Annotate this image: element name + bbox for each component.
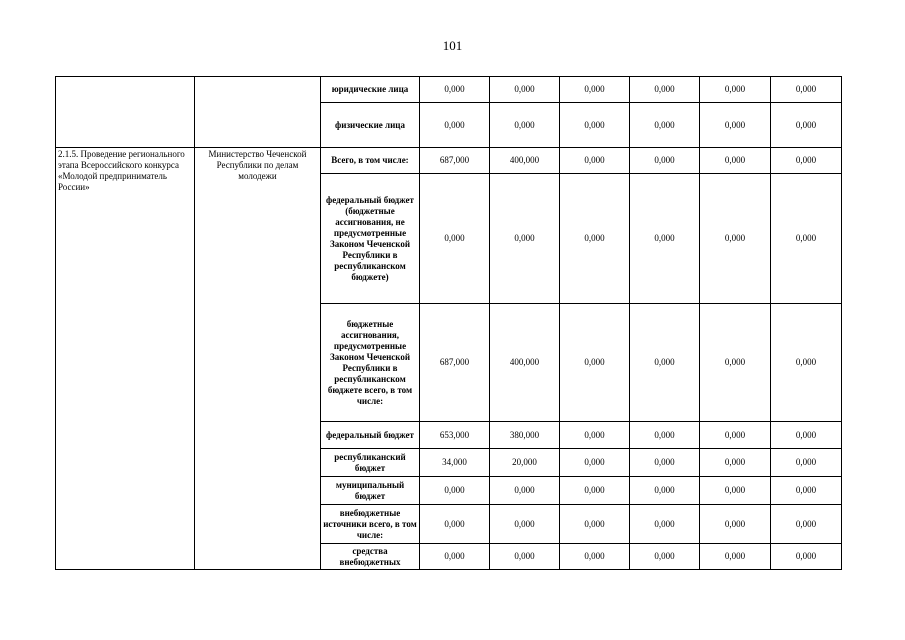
value-cell: 34,000 [420, 449, 490, 477]
table-row [56, 148, 842, 174]
value-cell: 0,000 [700, 77, 771, 103]
value-cell: 0,000 [630, 449, 700, 477]
value-cell: 687,000 [420, 148, 490, 174]
value-cell: 0,000 [490, 505, 560, 544]
funding-source: бюджетные ассигнования, предусмотренные Законом Чеченской Республики в республиканском бюджете всего, в том числе: [321, 304, 420, 422]
value-cell: 0,000 [420, 77, 490, 103]
value-cell: 0,000 [490, 103, 560, 148]
value-cell: 653,000 [420, 422, 490, 449]
funding-source: федеральный бюджет (бюджетные ассигнования, не предусмотренные Законом Чеченской Республики в республиканском бюджете) [321, 174, 420, 304]
value-cell: 0,000 [630, 148, 700, 174]
value-cell: 0,000 [490, 477, 560, 505]
value-cell: 0,000 [630, 304, 700, 422]
value-cell: 0,000 [700, 103, 771, 148]
funding-source: Всего, в том числе: [321, 148, 420, 174]
table-row [56, 77, 842, 103]
value-cell: 0,000 [700, 148, 771, 174]
value-cell: 0,000 [560, 422, 630, 449]
value-cell: 0,000 [560, 148, 630, 174]
value-cell: 0,000 [700, 477, 771, 505]
value-cell: 0,000 [630, 174, 700, 304]
value-cell: 400,000 [490, 304, 560, 422]
value-cell: 0,000 [490, 77, 560, 103]
value-cell: 0,000 [771, 505, 842, 544]
measure-cell-empty [56, 77, 195, 148]
responsible-cell-empty [195, 77, 321, 148]
value-cell: 0,000 [420, 174, 490, 304]
value-cell: 0,000 [560, 449, 630, 477]
value-cell: 0,000 [700, 422, 771, 449]
funding-source: республиканский бюджет [321, 449, 420, 477]
value-cell: 0,000 [771, 422, 842, 449]
value-cell: 0,000 [490, 174, 560, 304]
value-cell: 0,000 [700, 304, 771, 422]
value-cell: 0,000 [560, 174, 630, 304]
value-cell: 687,000 [420, 304, 490, 422]
funding-source: юридические лица [321, 77, 420, 103]
value-cell: 0,000 [771, 174, 842, 304]
measure-title: 2.1.5. Проведение регионального этапа Всероссийского конкурса «Молодой предприниматель России» [56, 148, 195, 570]
value-cell: 0,000 [560, 103, 630, 148]
value-cell: 0,000 [420, 477, 490, 505]
funding-source: муниципальный бюджет [321, 477, 420, 505]
funding-source: внебюджетные источники всего, в том числе: [321, 505, 420, 544]
value-cell: 0,000 [771, 103, 842, 148]
value-cell: 0,000 [420, 544, 490, 570]
value-cell: 0,000 [771, 148, 842, 174]
value-cell: 0,000 [630, 422, 700, 449]
value-cell: 0,000 [630, 103, 700, 148]
responsible-executor: Министерство Чеченской Республики по делам молодежи [195, 148, 321, 570]
value-cell: 0,000 [630, 477, 700, 505]
value-cell: 0,000 [771, 449, 842, 477]
value-cell: 0,000 [560, 304, 630, 422]
value-cell: 400,000 [490, 148, 560, 174]
funding-table [55, 76, 842, 570]
value-cell: 0,000 [560, 477, 630, 505]
value-cell: 0,000 [560, 77, 630, 103]
value-cell: 0,000 [771, 77, 842, 103]
page-number: 101 [442, 38, 463, 53]
value-cell: 20,000 [490, 449, 560, 477]
funding-source: федеральный бюджет [321, 422, 420, 449]
value-cell: 0,000 [771, 477, 842, 505]
value-cell: 0,000 [700, 505, 771, 544]
value-cell: 0,000 [700, 174, 771, 304]
funding-source: физические лица [321, 103, 420, 148]
value-cell: 0,000 [630, 544, 700, 570]
value-cell: 0,000 [771, 544, 842, 570]
value-cell: 0,000 [630, 505, 700, 544]
value-cell: 0,000 [771, 304, 842, 422]
value-cell: 0,000 [700, 449, 771, 477]
value-cell: 0,000 [560, 505, 630, 544]
value-cell: 0,000 [420, 505, 490, 544]
value-cell: 380,000 [490, 422, 560, 449]
value-cell: 0,000 [560, 544, 630, 570]
funding-source: средства внебюджетных [321, 544, 420, 570]
value-cell: 0,000 [630, 77, 700, 103]
value-cell: 0,000 [700, 544, 771, 570]
value-cell: 0,000 [420, 103, 490, 148]
value-cell: 0,000 [490, 544, 560, 570]
